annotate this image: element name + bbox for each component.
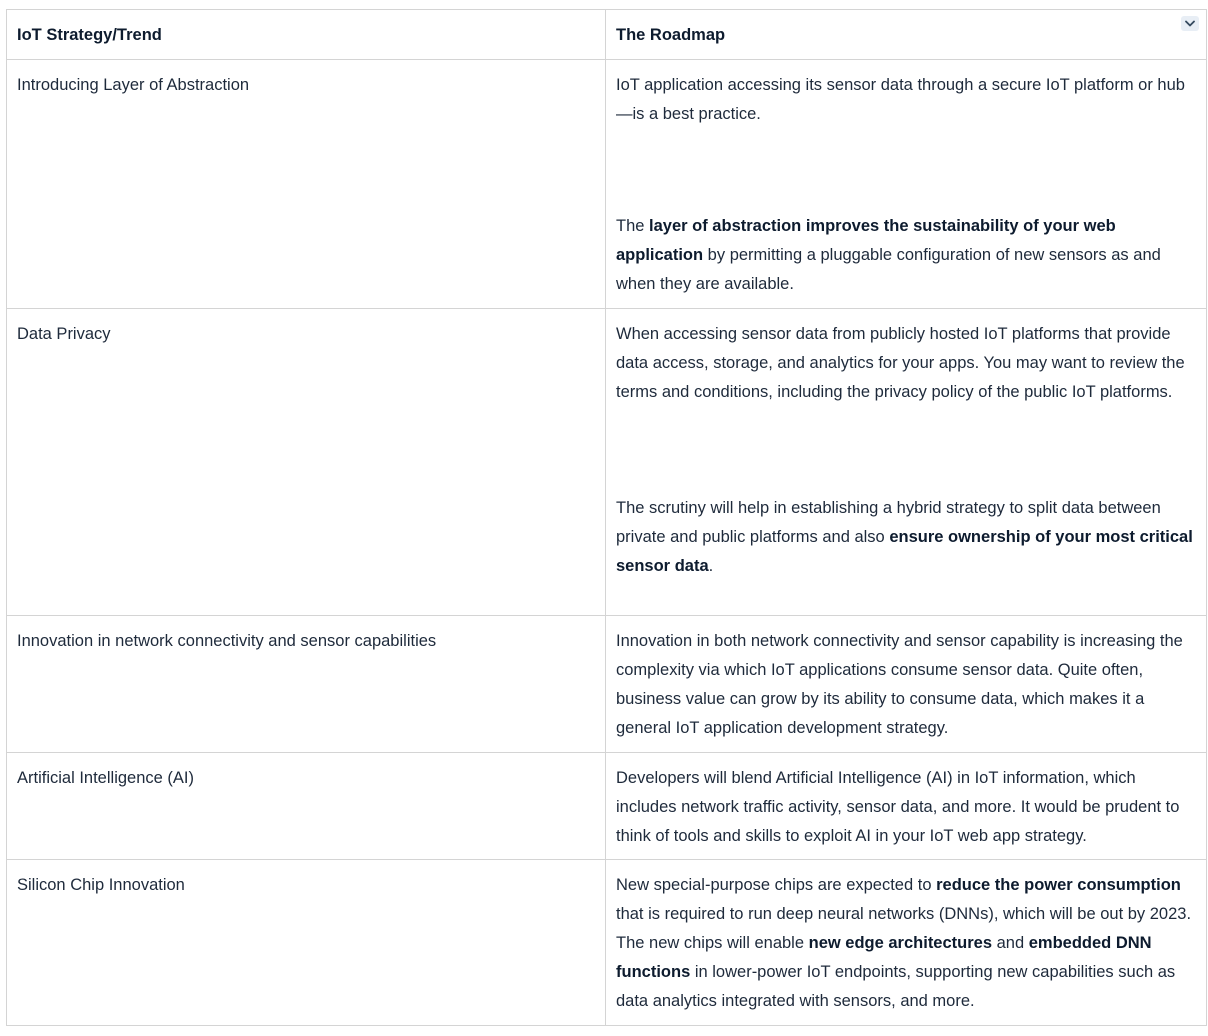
header-roadmap-label: The Roadmap [616, 26, 726, 44]
roadmap-paragraph: Developers will blend Artificial Intelligence (AI) in IoT information, which includes network traffic activity, sensor data, and more. It would be prudent to think of tools and skills to exploit AI in your IoT web app strategy. [616, 769, 1180, 845]
emphasis-text: new edge architectures [808, 934, 993, 952]
roadmap-paragraph [616, 212, 1196, 299]
emphasis-text: embedded DNN functions [616, 934, 1152, 981]
roadmap-table [6, 9, 1207, 1026]
roadmap-paragraph: Innovation in both network connectivity and sensor capability is increasing the complexity via which IoT applications consume sensor data. Quite often, business value can grow by its ability to consume data, which makes it a general IoT application development strategy. [616, 632, 1183, 737]
table-row [7, 60, 1207, 309]
trend-cell: Introducing Layer of Abstraction [7, 60, 606, 309]
header-strategy-trend: IoT Strategy/Trend [7, 10, 606, 60]
roadmap-cell [606, 309, 1207, 616]
emphasis-text: layer of abstraction improves the sustainability of your web application [616, 217, 1116, 264]
trend-cell: Data Privacy [7, 309, 606, 616]
text-span: in lower-power IoT endpoints, supporting new capabilities such as data analytics integrated with sensors, and more. [616, 963, 1176, 1010]
roadmap-cell [606, 616, 1207, 753]
roadmap-paragraph [616, 494, 1196, 581]
table-row [7, 616, 1207, 753]
emphasis-text: reduce the power consumption [936, 876, 1181, 894]
emphasis-text: ensure ownership of your most critical sensor data [616, 528, 1193, 575]
text-span: by permitting a pluggable configuration of new sensors as and when they are available. [616, 246, 1161, 293]
text-span: The scrutiny will help in establishing a hybrid strategy to split data between private and public platforms and also [616, 499, 1161, 546]
roadmap-paragraph: When accessing sensor data from publicly hosted IoT platforms that provide data access, storage, and analytics for your apps. You may want to review the terms and conditions, including the privacy policy of the public IoT platforms. [616, 325, 1185, 401]
text-span: . [708, 557, 714, 575]
roadmap-cell [606, 860, 1207, 1026]
table-row [7, 753, 1207, 860]
roadmap-paragraph [616, 871, 1196, 1016]
roadmap-cell [606, 60, 1207, 309]
trend-cell: Artificial Intelligence (AI) [7, 753, 606, 860]
table-header-row [7, 10, 1207, 60]
text-span: The [616, 217, 650, 235]
trend-cell: Silicon Chip Innovation [7, 860, 606, 1026]
table-row [7, 860, 1207, 1026]
roadmap-paragraph: IoT application accessing its sensor data through a secure IoT platform or hub—is a best practice. [616, 76, 1185, 123]
text-span: that is required to run deep neural networks (DNNs), which will be out by 2023. The new chips will enable [616, 905, 1192, 952]
table-row [7, 309, 1207, 616]
text-span: and [992, 934, 1029, 952]
header-roadmap [606, 10, 1207, 60]
chevron-down-icon[interactable] [1181, 16, 1199, 31]
roadmap-cell [606, 753, 1207, 860]
text-span: New special-purpose chips are expected to [616, 876, 937, 894]
trend-cell: Innovation in network connectivity and sensor capabilities [7, 616, 606, 753]
